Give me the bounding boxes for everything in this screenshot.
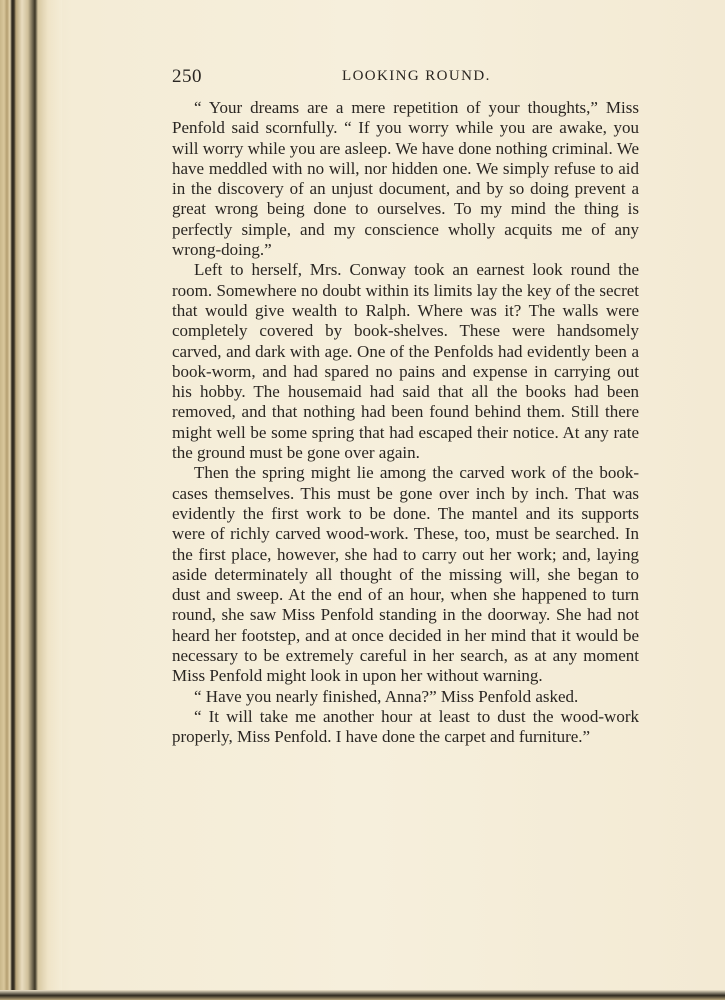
page-header xyxy=(172,66,640,90)
paragraph-dreams: “ Your dreams are a mere repetition of your thoughts,” Miss Penfold said scornfully. “ If you worry while you are awake, you will worry while you are asleep. We have done nothing criminal. We have meddled with no will, nor hidden one. We simply refuse to aid in the discovery of an unjust document, and by so doing prevent a great wrong being done to ourselves. To my mind the thing is perfectly simple, and my conscience wholly acquits me of any wrong-doing.” xyxy=(172,98,639,260)
book-binding-gutter xyxy=(0,0,62,1000)
running-title: LOOKING ROUND. xyxy=(342,68,491,84)
paragraph-question: “ Have you nearly finished, Anna?” Miss Penfold asked. xyxy=(194,686,579,706)
page-number: 250 xyxy=(172,66,202,87)
paragraph-room-search: Left to herself, Mrs. Conway took an earnest look round the room. Somewhere no doubt within its limits lay the key of the secret that would give wealth to Ralph. Where was it? The walls were completely covered by book-shelves. These were handsomely carved, and dark with age. One of the Penfolds had evidently been a book-worm, and had spared no pains and expense in carrying out his hobby. The housemaid had said that all the books had been removed, and that nothing had been found behind them. Still there might well be some spring that had escaped their notice. At any rate the ground must be gone over again. xyxy=(172,260,639,463)
page-bottom-edge xyxy=(0,990,725,1000)
paragraph-answer: “ It will take me another hour at least to dust the wood-work properly, Miss Penfold. I have done the carpet and furniture.” xyxy=(172,706,639,747)
body-text xyxy=(172,98,639,748)
paragraph-bookcases: Then the spring might lie among the carved work of the book-cases themselves. This must be gone over inch by inch. That was evidently the first work to be done. The mantel and its supports were of richly carved wood-work. These, too, must be searched. In the first place, however, she had to carry out her work; and, laying aside determinately all thought of the missing will, she began to dust and sweep. At the end of an hour, when she happened to turn round, she saw Miss Penfold standing in the doorway. She had not heard her footstep, and at once decided in her mind that it would be necessary to be extremely careful in her search, as at any moment Miss Penfold might look in upon her without warning. xyxy=(172,463,639,686)
